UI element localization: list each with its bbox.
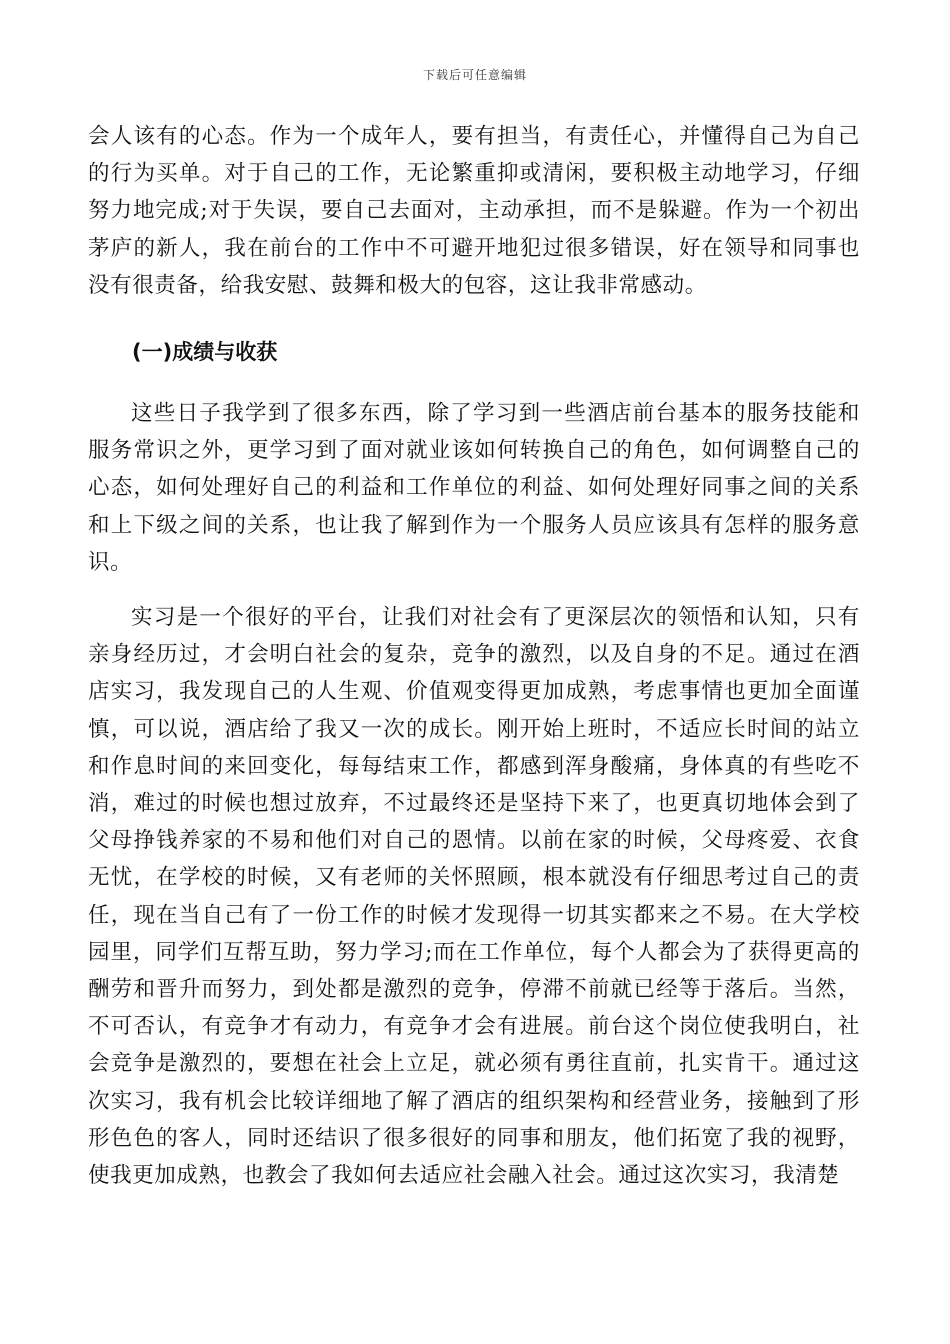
body-paragraph-internship: 实习是一个很好的平台，让我们对社会有了更深层次的领悟和认知，只有亲身经历过，才会明白社会的复杂，竞争的激烈，以及自身的不足。通过在酒店实习，我发现自己的人生观、价值观变得更加成熟，考虑事情也更加全面谨慎，可以说，酒店给了我又一次的成长。刚开始上班时，不适应长时间的站立和作息时间的来回变化，每每结束工作，都感到浑身酸痛，身体真的有些吃不消，难过的时候也想过放弃，不过最终还是坚持下来了，也更真切地体会到了父母挣钱养家的不易和他们对自己的恩情。以前在家的时候，父母疼爱、衣食无忧，在学校的时候，又有老师的关怀照顾，根本就没有仔细思考过自己的责任，现在当自己有了一份工作的时候才发现得一切其实都来之不易。在大学校园里，同学们互帮互助，努力学习;而在工作单位，每个人都会为了获得更高的酬劳和晋升而努力，到处都是激烈的竞争，停滞不前就已经等于落后。当然，不可否认，有竞争才有动力，有竞争才会有进展。前台这个岗位使我明白，社会竞争是激烈的，要想在社会上立足，就必须有勇往直前，扎实肯干。通过这次实习，我有机会比较详细地了解了酒店的组织架构和经营业务，接触到了形形色色的客人，同时还结识了很多很好的同事和朋友，他们拓宽了我的视野，使我更加成熟，也教会了我如何去适应社会融入社会。通过这次实习，我清楚	[88, 605, 860, 1189]
section-heading: (一)成绩与收获	[132, 340, 278, 365]
document-body	[88, 118, 860, 1194]
body-paragraph-continued: 会人该有的心态。作为一个成年人，要有担当，有责任心，并懂得自己为自己的行为买单。对于自己的工作，无论繁重抑或清闲，要积极主动地学习，仔细努力地完成;对于失误，要自己去面对，主动承担，而不是躲避。作为一个初出茅庐的新人，我在前台的工作中不可避开地犯过很多错误，好在领导和同事也没有很责备，给我安慰、鼓舞和极大的包容，这让我非常感动。	[88, 124, 860, 298]
body-paragraph-achievements: 这些日子我学到了很多东西，除了学习到一些酒店前台基本的服务技能和服务常识之外，更学习到了面对就业该如何转换自己的角色，如何调整自己的心态，如何处理好自己的利益和工作单位的利益、如何处理好同事之间的关系和上下级之间的关系，也让我了解到作为一个服务人员应该具有怎样的服务意识。	[88, 401, 860, 575]
page-header: 下载后可任意编辑	[422, 68, 527, 82]
